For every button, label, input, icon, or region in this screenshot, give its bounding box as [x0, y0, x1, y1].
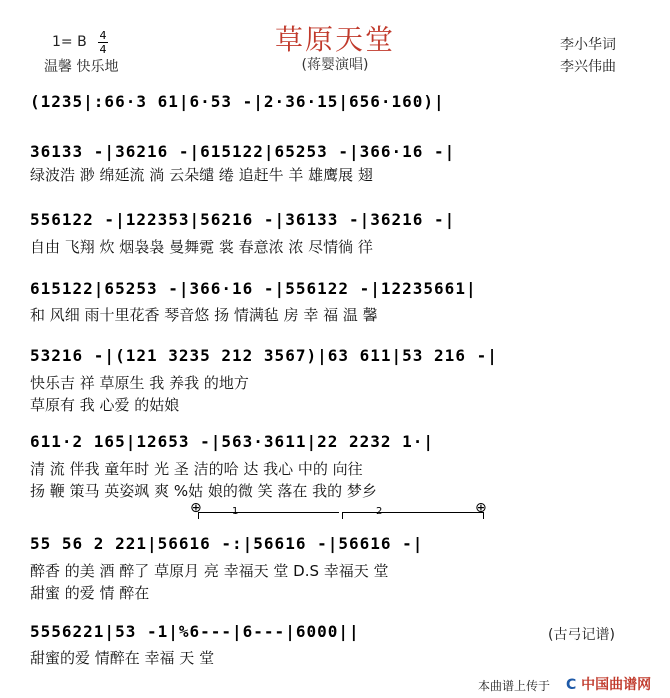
score-row-2-notes: 36133 -|36216 -|615122|65253 -|366·16 -|: [30, 142, 456, 161]
key-signature: 1= B: [52, 34, 87, 50]
composer-credit: 李兴伟曲: [560, 59, 616, 75]
score-row-6-lyrics-1: 清 流 伴我 童年时 光 圣 洁的哈 达 我心 中的 向往: [30, 460, 363, 478]
time-signature: [98, 30, 108, 55]
site-logo[interactable]: [566, 674, 651, 694]
score-row-8-notes: 5556221|53 -1|%6---|6---|6000||: [30, 622, 360, 641]
volta-second-label: 2: [376, 506, 383, 517]
singer-credit: (蒋婴演唱): [301, 57, 369, 73]
score-row-5-lyrics-1: 快乐吉 祥 草原生 我 养我 的地方: [30, 374, 249, 392]
transcriber-note: (古弓记谱): [548, 627, 615, 643]
site-logo-mark: C: [566, 677, 577, 693]
score-row-1-notes: (1235|:66·3 61|6·53 -|2·36·15|656·160)|: [30, 92, 445, 111]
coda-sign-left: ⊕: [190, 500, 202, 516]
lyricist-credit: 李小华词: [560, 37, 616, 53]
score-row-7-notes: 55 56 2 221|56616 -:|56616 -|56616 -|: [30, 534, 424, 553]
volta-first-bracket: [198, 512, 339, 519]
score-row-8-lyrics: 甜蜜的爱 情醉在 幸福 天 堂: [30, 649, 215, 667]
time-bottom: 4: [99, 43, 107, 56]
score-row-5-notes: 53216 -|(121 3235 212 3567)|63 611|53 216 -|: [30, 346, 498, 365]
score-row-5-lyrics-2: 草原有 我 心爱 的姑娘: [30, 396, 180, 414]
score-row-4-lyrics: 和 风细 雨十里花香 琴音悠 扬 情满毡 房 幸 福 温 馨: [30, 306, 378, 324]
site-logo-text: 中国曲谱网: [581, 677, 652, 693]
footer-uploaded-label: 本曲谱上传于: [478, 679, 551, 693]
score-row-6-notes: 611·2 165|12653 -|563·3611|22 2232 1·|: [30, 432, 435, 451]
score-row-3-notes: 556122 -|122353|56216 -|36133 -|36216 -|: [30, 210, 456, 229]
time-top: 4: [99, 29, 107, 42]
score-row-4-notes: 615122|65253 -|366·16 -|556122 -|12235661|: [30, 279, 477, 298]
score-row-7-lyrics-2: 甜蜜 的爱 情 醉在: [30, 584, 150, 602]
score-row-3-lyrics: 自由 飞翔 炊 烟袅袅 曼舞霓 裳 春意浓 浓 尽情徜 徉: [30, 238, 373, 256]
volta-second-bracket: [342, 512, 484, 519]
score-row-6-lyrics-2: 扬 鞭 策马 英姿飒 爽 %姑 娘的微 笑 落在 我的 梦乡: [30, 482, 377, 500]
score-row-2-lyrics: 绿波浩 渺 绵延流 淌 云朵缱 绻 追赶牛 羊 雄鹰展 翅: [30, 166, 373, 184]
song-title: 草原天堂: [274, 23, 395, 56]
tempo-mood: 温馨 快乐地: [44, 59, 119, 75]
coda-sign-right: ⊕: [475, 500, 487, 516]
score-row-7-lyrics-1: 醉香 的美 酒 醉了 草原月 亮 幸福天 堂 D.S 幸福天 堂: [30, 562, 389, 580]
volta-first-label: 1: [232, 506, 239, 517]
